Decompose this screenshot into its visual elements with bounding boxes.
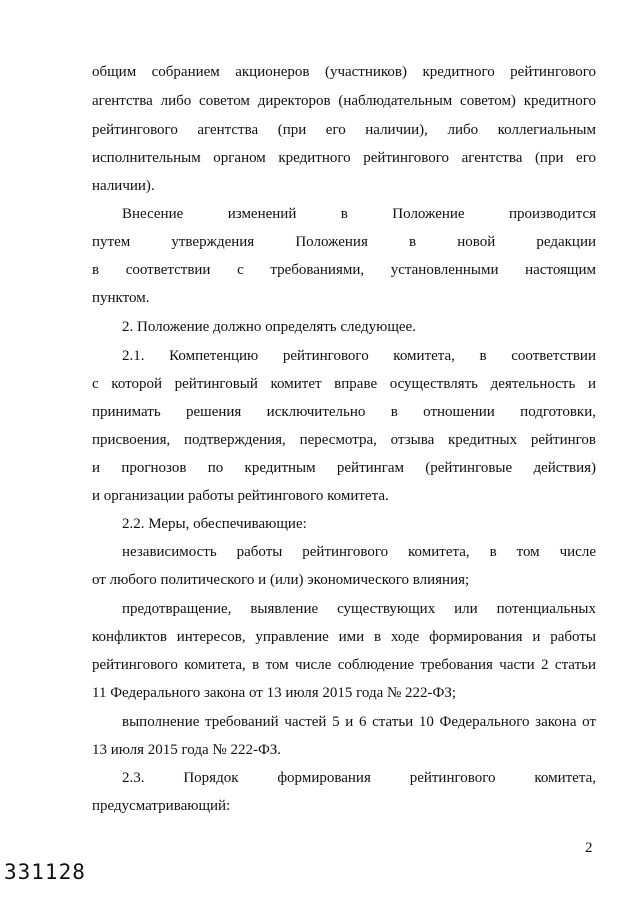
text-line: выполнение требований частей 5 и 6 статьи 10 Федерального закона от (122, 714, 596, 730)
text-line: 2. Положение должно определять следующее. (122, 319, 416, 335)
document-stamp-number: 331128 (4, 860, 86, 884)
text-line: предотвращение, выявление существующих или потенциальных (122, 601, 596, 617)
text-line: путем утверждения Положения в новой редакции (92, 234, 596, 250)
text-line: предусматривающий: (92, 798, 231, 814)
text-line: общим собранием акционеров (участников) кредитного рейтингового (92, 64, 596, 80)
text-line: пунктом. (92, 290, 150, 306)
text-line: и организации работы рейтингового комитета. (92, 488, 389, 504)
text-line: 11 Федерального закона от 13 июля 2015 года № 222-ФЗ; (92, 685, 457, 701)
text-line: 2.3. Порядок формирования рейтингового комитета, (122, 770, 596, 786)
text-line: 2.1. Компетенцию рейтингового комитета, в соответствии (122, 348, 596, 364)
text-line: независимость работы рейтингового комитета, в том числе (122, 544, 596, 560)
text-line: 2.2. Меры, обеспечивающие: (122, 516, 307, 532)
text-line: 13 июля 2015 года № 222-ФЗ. (92, 742, 282, 758)
text-line: присвоения, подтверждения, пересмотра, отзыва кредитных рейтингов (92, 432, 596, 448)
text-line: и прогнозов по кредитным рейтингам (рейтинговые действия) (92, 460, 596, 476)
text-line: исполнительным органом кредитного рейтингового агентства (при его (92, 150, 596, 166)
text-line: с которой рейтинговый комитет вправе осуществлять деятельность и (92, 376, 596, 392)
text-line: Внесение изменений в Положение производится (122, 206, 596, 222)
text-line: принимать решения исключительно в отношении подготовки, (92, 404, 596, 420)
text-line: в соответствии с требованиями, установленными настоящим (92, 262, 596, 278)
text-line: наличии). (92, 178, 155, 194)
page-number: 2 (585, 840, 593, 856)
text-line: агентства либо советом директоров (наблюдательным советом) кредитного (92, 93, 596, 109)
text-line: рейтингового комитета, в том числе соблюдение требования части 2 статьи (92, 657, 596, 673)
text-line: рейтингового агентства (при его наличии), либо коллегиальным (92, 122, 596, 138)
text-line: конфликтов интересов, управление ими в ходе формирования и работы (92, 629, 596, 645)
text-line: от любого политического и (или) экономического влияния; (92, 572, 470, 588)
